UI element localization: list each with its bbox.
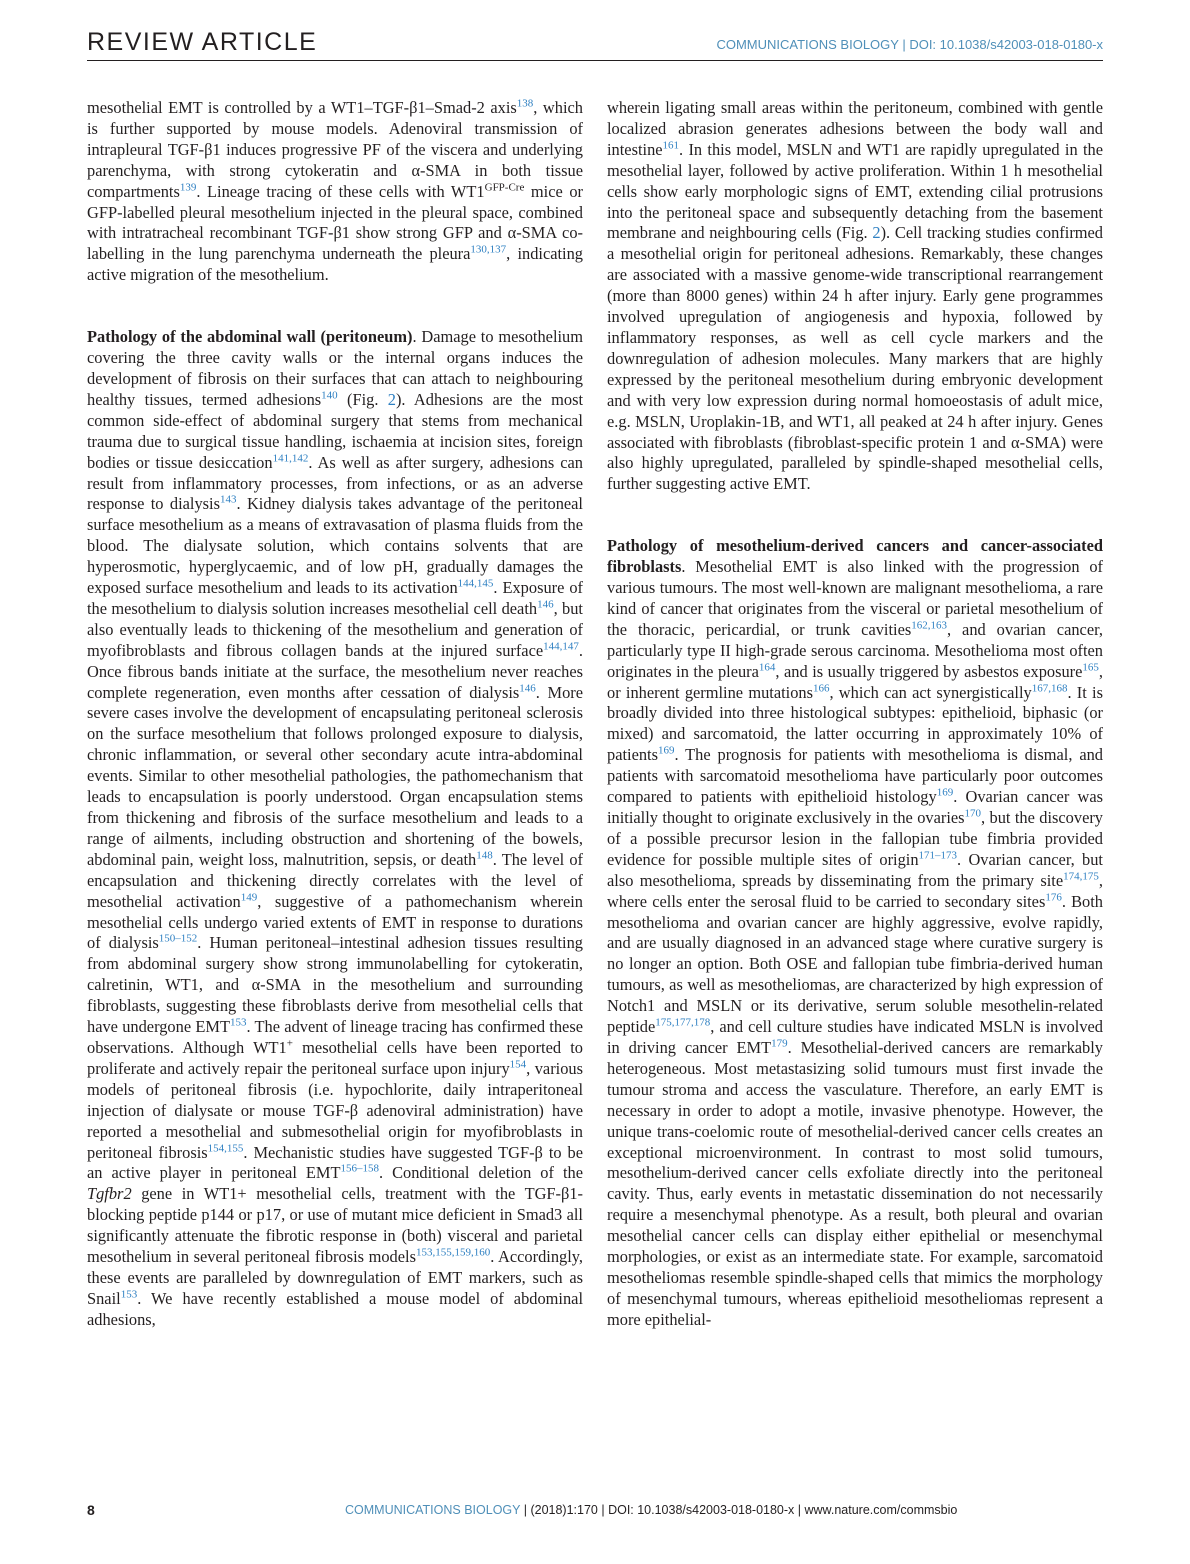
citation-link[interactable]: 153,155,159,160 — [415, 1246, 491, 1259]
page-number: 8 — [87, 1502, 95, 1518]
citation-link[interactable]: 146 — [519, 682, 536, 695]
citation-link[interactable]: 149 — [240, 891, 258, 904]
citation-link[interactable]: 144,145 — [457, 577, 494, 590]
superscript: + — [286, 1037, 293, 1050]
citation-link[interactable]: 140 — [321, 389, 338, 402]
gene-name: Tgfbr2 — [87, 1184, 132, 1204]
citation-link[interactable]: 167,168 — [1031, 682, 1068, 695]
citation-link[interactable]: 150–152 — [158, 932, 198, 945]
citation-link[interactable]: 148 — [476, 849, 493, 862]
citation-link[interactable]: 144,147 — [543, 640, 579, 653]
left-column — [87, 98, 583, 1331]
citation-link[interactable]: 141,142 — [272, 452, 309, 465]
citation-link[interactable]: 154,155 — [207, 1142, 244, 1155]
citation-link[interactable]: 162,163 — [911, 619, 947, 632]
footer-info — [345, 1503, 957, 1517]
page-header — [87, 28, 1103, 61]
figure-link[interactable]: 2 — [387, 389, 396, 409]
citation-link[interactable]: 153 — [120, 1288, 138, 1301]
journal-name: COMMUNICATIONS BIOLOGY — [345, 1503, 521, 1517]
page-footer — [87, 1500, 1103, 1522]
figure-link[interactable]: 2 — [872, 223, 881, 243]
citation-link[interactable]: 143 — [219, 493, 237, 506]
citation-link[interactable]: 175,177,178 — [655, 1016, 711, 1029]
citation-link[interactable]: 166 — [812, 682, 830, 695]
section-heading: Pathology of the abdominal wall (peritoneum) — [87, 327, 413, 347]
citation-link[interactable]: 169 — [657, 744, 675, 757]
citation-link[interactable]: 130,137 — [470, 243, 507, 256]
paragraph: Pathology of the abdominal wall (peritoneum). Damage to mesothelium covering the three cavity walls or the internal organs induces the development of fibrosis on their surfaces that can attach to neighbouring healthy tissues, termed adhesions$^{140}$ (Fig. 2). Adhesions are the most common side-effect of abdominal surgery that stems from mechanical trauma due to surgical tissue handling, ischaemia at incision sites, foreign bodies or tissue desiccation$^{141,142}$. As well as after surgery, adhesions can result from inflammatory processes, from infections, or as an adverse response to dialysis$^{143}$. Kidney dialysis takes advantage of the peritoneal surface mesothelium as a means of extravasation of plasma fluids from the blood. The dialysate solution, which contains solvents that are hyperosmotic, hyperglycaemic, and of low pH, gradually damages the exposed surface mesothelium and leads to its activation$^{144,145}$. Exposure of the mesothelium to dialysis solution increases mesothelial cell death$^{146}$, but also eventually leads to thickening of the mesothelium and generation of myofibroblasts and fibrous collagen bands at the injured surface$^{144,147}$. Once fibrous bands initiate at the surface, the mesothelium never reaches complete regeneration, even months after cessation of dialysis$^{146}$. More severe cases involve the development of encapsulating peritoneal sclerosis on the surface mesothelium that follows prolonged exposure to dialysis, chronic inflammation, or several other secondary acute intra-abdominal events. Similar to other mesothelial pathologies, the pathomechanism that leads to encapsulation is poorly understood. Organ encapsulation stems from thickening and fibrosis of the surface mesothelium and leads to a range of ailments, including obstruction and shortening of the bowels, abdominal pain, weight loss, malnutrition, sepsis, or death$^{148}$. The level of encapsulation and thickening directly correlates with the level of mesothelial activation$^{149}$, suggestive of a pathomechanism wherein mesothelial cells undergo varied extents of EMT in response to durations of dialysis$^{150-152}$. Human peritoneal–intestinal adhesion tissues resulting from abdominal surgery show strong immunolabelling for cytokeratin, calretinin, WT1, and α-SMA in the mesothelium and surrounding fibroblasts, suggesting these fibroblasts derive from mesothelial cells that have undergone EMT$^{153}$. The advent of lineage tracing has confirmed these observations. Although WT1+ mesothelial cells have been reported to proliferate and actively repair the peritoneal surface upon injury$^{154}$, various models of peritoneal fibrosis (i.e. hypochlorite, daily intraperitoneal injection of dialysate or mouse TGF-β adenoviral administration) have reported a mesothelial and submesothelial origin for myofibroblasts in peritoneal fibrosis$^{154,155}$. Mechanistic studies have suggested TGF-β to be an active player in peritoneal EMT$^{156-158}$. Conditional deletion of the Tgfbr2 gene in WT1+ mesothelial cells, treatment with the TGF-β1-blocking peptide p144 or p17, or use of mutant mice deficient in Smad3 all significantly attenuate the fibrotic response in (both) visceral and parietal mesothelium in several peritoneal fibrosis models$^{153,155,159,160}$. Accordingly, these events are paralleled by downregulation of EMT markers, such as Snail$^{153}$. We have recently established a mouse model of abdominal adhesions, — [87, 327, 584, 1329]
journal-doi[interactable]: COMMUNICATIONS BIOLOGY | DOI: 10.1038/s42003-018-0180-x — [716, 37, 1103, 52]
section-heading: Pathology of mesothelium-derived cancers and cancer-associated fibroblasts — [607, 536, 1103, 577]
citation-link[interactable]: 165 — [1082, 661, 1099, 674]
citation-link[interactable]: 174,175 — [1063, 870, 1099, 883]
paragraph: Pathology of mesothelium-derived cancers and cancer-associated fibroblasts. Mesothelial EMT is also linked with the progression of various tumours. The most well-known are malignant mesothelioma, a rare kind of cancer that originates from the visceral or parietal mesothelium of the thoracic, pericardial, or trunk cavities$^{162,163}$, and ovarian cancer, particularly type II high-grade serous carcinoma. Mesothelioma most often originates in the pleura$^{164}$, and is usually triggered by asbestos exposure$^{165}$, or inherent germline mutations$^{166}$, which can act synergistically$^{167,168}$. It is broadly divided into three histological subtypes: epithelioid, biphasic (or mixed) and sarcomatoid, the latter occurring in approximately 10% of patients$^{169}$. The prognosis for patients with mesothelioma is dismal, and patients with sarcomatoid mesothelioma have particularly poor outcomes compared to patients with epithelioid histology$^{169}$. Ovarian cancer was initially thought to originate exclusively in the ovaries$^{170}$, but the discovery of a possible precursor lesion in the fallopian tube fimbria provided evidence for possible multiple sites of origin$^{171-173}$. Ovarian cancer, but also mesothelioma, spreads by disseminating from the primary site$^{174,175}$, where cells enter the serosal fluid to be carried to secondary sites$^{176}$. Both mesothelioma and ovarian cancer are highly aggressive, evolve rapidly, and are usually diagnosed in an advanced stage where curative surgery is no longer an option. Both OSE and fallopian tube fimbria-derived human tumours, as well as mesotheliomas, are characterized by high expression of Notch1 and MSLN or its derivative, serum soluble mesothelin-related peptide$^{175,177,178}$, and cell culture studies have indicated MSLN is involved in driving cancer EMT$^{179}$. Mesothelial-derived cancers are remarkably heterogeneous. Most metastasizing solid tumours must first invade the tumour stroma and access the vasculature. Therefore, an early EMT is necessary in order to adopt a motile, invasive phenotype. However, the unique trans-coelomic route of mesothelial-derived cancer cells creates an exceptional microenvironment. In contrast to most solid tumours, mesothelium-derived cancer cells exfoliate directly into the peritoneal cavity. Thus, early events in metastatic dissemination do not necessarily require a mesenchymal phenotype. As a result, both pleural and ovarian mesothelial cancer cells can display either epithelial or mesenchymal morphologies, or exist as an intermediate state. For example, sarcomatoid mesotheliomas resemble spindle-shaped cells that mimics the morphology of mesenchymal tumours, whereas epithelioid mesotheliomas represent a more epithelial- — [607, 536, 1104, 1329]
citation-link[interactable]: 161 — [662, 139, 680, 152]
citation-link[interactable]: 139 — [179, 181, 197, 194]
citation-link[interactable]: 146 — [537, 598, 554, 611]
citation-link[interactable]: 153 — [229, 1016, 247, 1029]
paragraph: wherein ligating small areas within the peritoneum, combined with gentle localized abrasion generates adhesions between the body wall and intestine$^{161}$. In this model, MSLN and WT1 are rapidly upregulated in the mesothelial layer, followed by active proliferation. Within 1 h mesothelial cells show early morphologic signs of EMT, extending cilial protrusions into the peritoneal space and subsequently detaching from the basement membrane and neighbouring cells (Fig. 2). Cell tracking studies confirmed a mesothelial origin for peritoneal adhesions. Remarkably, these changes are associated with a massive genome-wide transcriptional rearrangement (more than 8000 genes) within 24 h after injury. Early gene programmes involved upregulation of angiogenesis and hypoxia, followed by inflammatory responses, as well as cell cycle markers and the downregulation of adhesion molecules. Many markers that are highly expressed by the peritoneal mesothelium during embryonic development and with very low expression during normal homoeostasis of adult mice, e.g. MSLN, Uroplakin-1B, and WT1, all peaked at 24 h after injury. Genes associated with fibroblasts (fibroblast-specific protein 1 and α-SMA) were also highly upregulated, paralleled by spindle-shaped mesothelial cells, further suggesting active EMT. — [607, 98, 1103, 494]
superscript: GFP-Cre — [484, 181, 525, 194]
citation-link[interactable]: 179 — [771, 1037, 788, 1050]
citation-link[interactable]: 164 — [758, 661, 776, 674]
citation-link[interactable]: 176 — [1045, 891, 1062, 904]
footer-details[interactable]: | (2018)1:170 | DOI: 10.1038/s42003-018-0180-x | www.nature.com/commsbio — [520, 1503, 958, 1517]
paragraph: mesothelial EMT is controlled by a WT1–TGF-β1–Smad-2 axis$^{138}$, which is further supported by mouse models. Adenoviral transmission of intrapleural TGF-β1 induces progressive PF of the viscera and underlying parenchyma, with strong cytokeratin and α-SMA in both tissue compartments$^{139}$. Lineage tracing of these cells with $WT1^{GFP-Cre}$ mice or GFP-labelled pleural mesothelium injected in the pleural space, combined with intratracheal recombinant TGF-β1 show strong GFP and α-SMA co-labelling in the lung parenchyma underneath the pleura$^{130,137}$, indicating active migration of the mesothelium. — [87, 97, 584, 285]
citation-link[interactable]: 171–173 — [918, 849, 958, 862]
right-column — [607, 98, 1103, 1331]
section-label: REVIEW ARTICLE — [87, 28, 318, 56]
citation-link[interactable]: 169 — [936, 786, 954, 799]
citation-link[interactable]: 154 — [509, 1058, 527, 1071]
citation-link[interactable]: 170 — [964, 807, 982, 820]
citation-link[interactable]: 138 — [516, 97, 534, 110]
citation-link[interactable]: 156–158 — [340, 1162, 379, 1175]
